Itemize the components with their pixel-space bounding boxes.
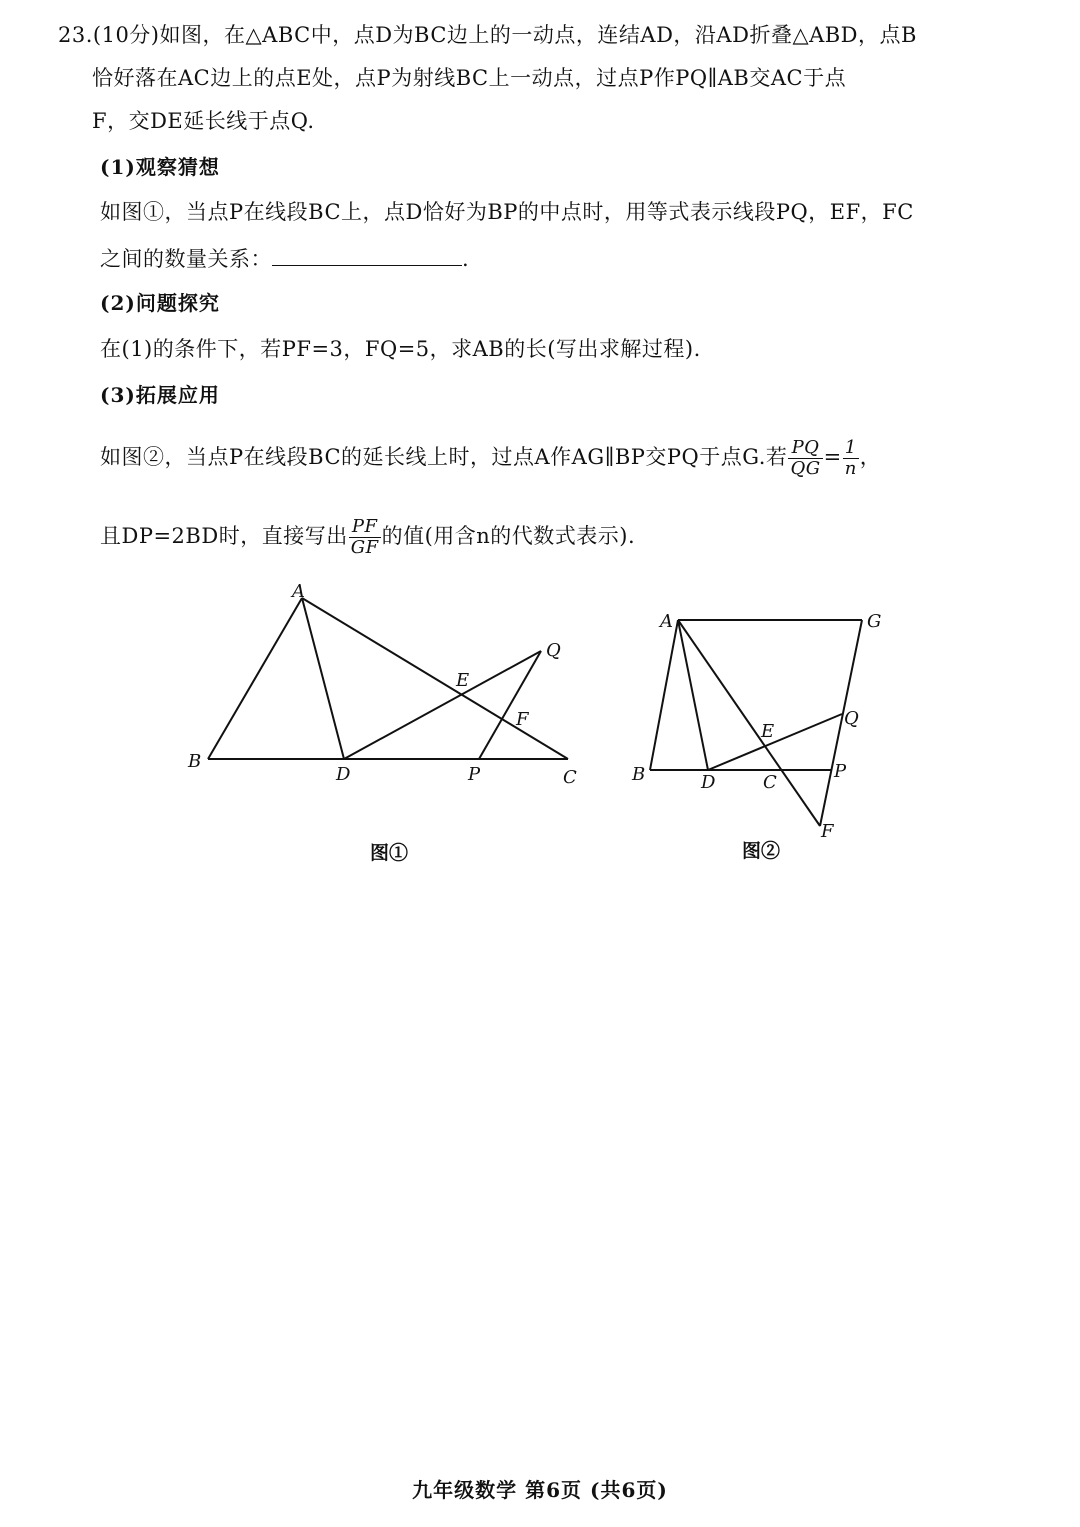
fraction-n-den: n [844,458,857,479]
fig2-label-g: G [867,611,882,632]
fig1-label-e: E [456,670,470,691]
fig2-label-e: E [761,721,775,742]
fraction-1-num: 1 [843,438,859,459]
fig2-label-p: P [834,761,847,782]
fig1-segment-dq [344,651,541,759]
fig1-label-d: D [336,764,351,785]
fig2-label-q: Q [844,708,859,729]
fig2-segment-ab [650,620,678,770]
fig1-label-q: Q [546,640,561,661]
part2-text: 在(1)的条件下，若PF=3，FQ=5，求AB的长(写出求解过程). [100,337,701,361]
part1-end-mark: . [462,247,470,271]
part2-heading: (2)问题探究 [100,291,220,315]
figure-1-caption: 图① [370,842,409,864]
fig1-segment-ac [302,598,568,759]
part3-line2-pre: 且DP=2BD时，直接写出 [100,524,348,548]
fig2-label-b: B [632,764,646,785]
fig1-label-c: C [563,767,577,788]
part3-heading: (3)拓展应用 [100,383,220,407]
fig1-segment-ab [208,598,302,759]
fig2-label-f: F [821,821,834,842]
part1-heading: (1)观察猜想 [100,155,220,179]
fig1-label-b: B [188,751,202,772]
equals-sign: = [823,445,842,469]
part1-text-line-1: 如图①，当点P在线段BC上，点D恰好为BP的中点时，用等式表示线段PQ，EF，FC [100,200,914,224]
fig1-label-a: A [292,581,305,602]
part3-line1-post: ， [859,445,882,469]
fig2-label-d: D [701,772,716,793]
fraction-gf-den: GF [350,537,379,558]
fig1-label-p: P [468,764,481,785]
problem-intro-line-1: 23.(10分)如图，在△ABC中，点D为BC边上的一动点，连结AD，沿AD折叠△ABD，点B [58,23,917,47]
fraction-qg-den: QG [790,458,821,479]
problem-intro-line-3: F，交DE延长线于点Q. [92,109,315,133]
fig2-label-c: C [763,772,777,793]
fig1-label-f: F [516,709,529,730]
part3-line1-pre: 如图②，当点P在线段BC的延长线上时，过点A作AG∥BP交PQ于点G.若 [100,445,788,469]
part3-line2-post: 的值(用含n的代数式表示). [381,524,636,548]
part1-text-line-2-label: 之间的数量关系： [100,247,272,271]
fig1-segment-ad [302,598,344,759]
page-footer: 九年级数学 第6页 (共6页) [412,1478,668,1502]
fig2-label-a: A [660,611,673,632]
fraction-pq-num: PQ [788,438,822,459]
figure-2-caption: 图② [742,840,781,862]
problem-intro-line-2: 恰好落在AC边上的点E处，点P为射线BC上一动点，过点P作PQ∥AB交AC于点 [92,66,847,90]
fraction-pf-num: PF [349,517,381,538]
